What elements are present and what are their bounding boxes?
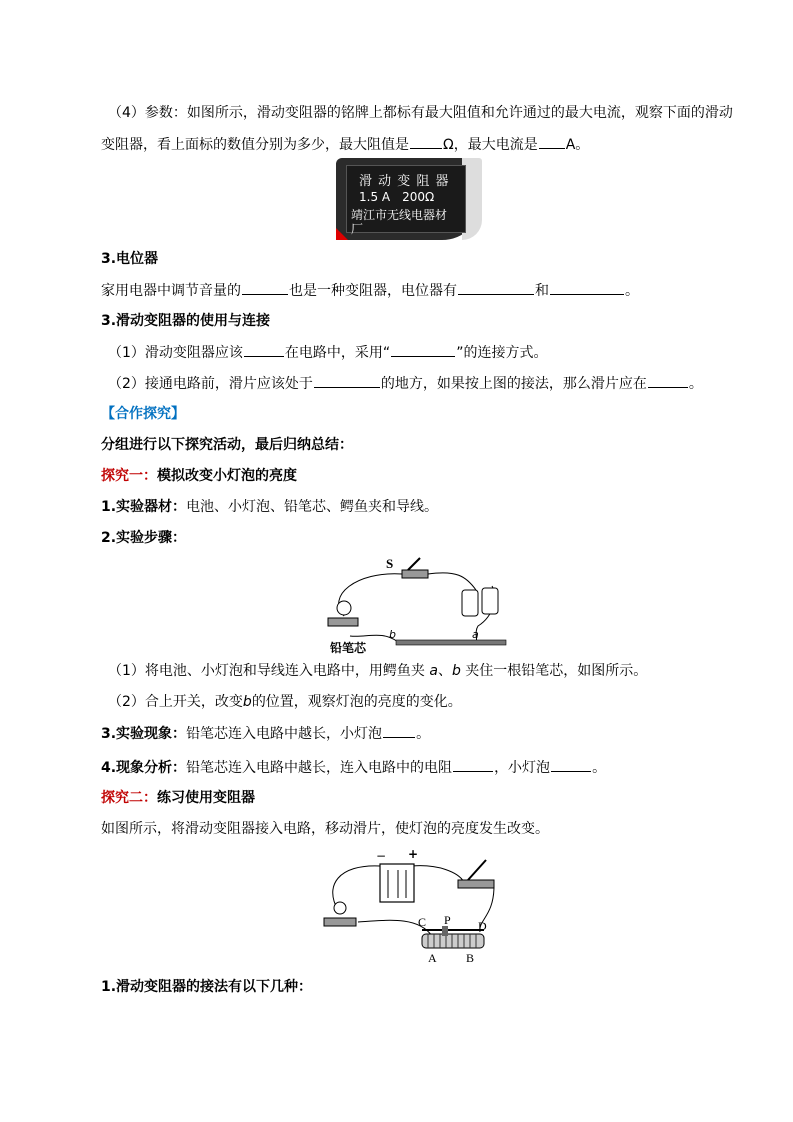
answer-blank-pot-type-1[interactable] <box>458 280 534 295</box>
param-line-2: 变阻器，看上面标的数值分别为多少，最大阻值是 Ω，最大电流是 A。 <box>101 134 589 155</box>
explore2-connection-heading: 1.滑动变阻器的接法有以下几种： <box>101 979 313 995</box>
terminal-a-label: A <box>428 951 437 964</box>
cooperative-intro: 分组进行以下探究活动，最后归纳总结： <box>101 437 353 453</box>
rheostat-slider <box>442 926 448 936</box>
potentiometer-heading: 3.电位器 <box>101 251 159 267</box>
wire <box>412 866 464 882</box>
explore1-observation: 3.实验现象：铅笔芯连入电路中越长，小灯泡 。 <box>101 723 430 744</box>
pencil-lead-bar <box>396 640 506 645</box>
explore1-step-2: （2）合上开关，改变b的位置，观察灯泡的亮度的变化。 <box>108 694 462 710</box>
answer-blank-slider-end[interactable] <box>648 373 688 388</box>
answer-blank-max-resistance[interactable] <box>410 134 442 149</box>
battery-positive-label: + <box>408 847 419 861</box>
switch-base <box>458 880 494 888</box>
terminal-b-label: B <box>466 951 475 964</box>
slider-p-label: P <box>444 913 451 927</box>
explore1-step-1: （1）将电池、小灯泡和导线连入电路中，用鳄鱼夹 a、b 夹住一根铅笔芯，如图所示。 <box>108 663 648 679</box>
explore2-text: 如图所示，将滑动变阻器接入电路，移动滑片，使灯泡的亮度发生改变。 <box>101 821 549 837</box>
nameplate-spec: 1.5 A 200Ω <box>359 190 435 204</box>
answer-blank-resistance[interactable] <box>453 757 493 772</box>
explore1-steps-heading: 2.实验步骤： <box>101 530 187 546</box>
switch-lever <box>408 558 420 570</box>
usage-heading: 3.滑动变阻器的使用与连接 <box>101 313 271 329</box>
pencil-lead-circuit-figure <box>316 556 510 654</box>
usage-line-2: （2）接通电路前，滑片应该处于 的地方，如果按上图的接法，那么滑片应在 。 <box>108 373 703 394</box>
terminal-c-label: C <box>418 915 427 929</box>
param-line-1: （4）参数：如图所示，滑动变阻器的铭牌上都标有最大阻值和允许通过的最大电流，观察下面的滑动 <box>108 105 733 121</box>
bulb-icon <box>337 601 351 615</box>
clip-a-label: a <box>472 628 479 641</box>
switch-base <box>402 570 428 578</box>
potentiometer-text: 家用电器中调节音量的 也是一种变阻器，电位器有 和 。 <box>101 280 639 301</box>
answer-blank-pot-type-2[interactable] <box>550 280 624 295</box>
answer-blank-slider-position[interactable] <box>314 373 380 388</box>
explore2-heading: 探究二：练习使用变阻器 <box>101 790 255 806</box>
answer-blank-volume-knob[interactable] <box>242 280 288 295</box>
nameplate-maker: 靖江市无线电器材 <box>351 208 448 222</box>
answer-blank-connection[interactable] <box>391 342 455 357</box>
answer-blank-series[interactable] <box>244 342 284 357</box>
bulb-holder <box>324 918 356 926</box>
battery-box <box>380 864 414 902</box>
rheostat-nameplate-image <box>336 158 482 240</box>
bulb-icon <box>334 902 346 914</box>
answer-blank-max-current[interactable] <box>539 134 565 149</box>
battery-negative-label: − <box>376 849 387 863</box>
battery-1 <box>462 590 478 616</box>
rheostat-circuit-figure <box>318 846 496 964</box>
cooperative-heading: 【合作探究】 <box>101 406 185 422</box>
clip-b-label: b <box>389 628 396 641</box>
explore1-analysis: 4.现象分析：铅笔芯连入电路中越长，连入电路中的电阻 ，小灯泡 。 <box>101 757 606 778</box>
wire <box>428 573 476 590</box>
answer-blank-brightness[interactable] <box>551 757 591 772</box>
bulb-holder <box>328 618 358 626</box>
terminal-d-label: D <box>478 919 487 933</box>
answer-blank-observation[interactable] <box>383 723 415 738</box>
rheostat-coil <box>422 934 484 948</box>
pencil-lead-label: 铅笔芯 <box>330 641 367 654</box>
usage-line-1: （1）滑动变阻器应该 在电路中，采用“ ”的连接方式。 <box>108 342 547 363</box>
explore1-heading: 探究一：模拟改变小灯泡的亮度 <box>101 468 297 484</box>
battery-2 <box>482 588 498 614</box>
switch-lever <box>468 860 486 880</box>
switch-label: S <box>386 556 394 571</box>
explore1-materials: 1.实验器材：电池、小灯泡、铅笔芯、鳄鱼夹和导线。 <box>101 499 439 515</box>
nameplate-title: 滑 动 变 阻 器 <box>359 174 450 189</box>
nameplate-maker-2: 厂 <box>351 222 364 236</box>
